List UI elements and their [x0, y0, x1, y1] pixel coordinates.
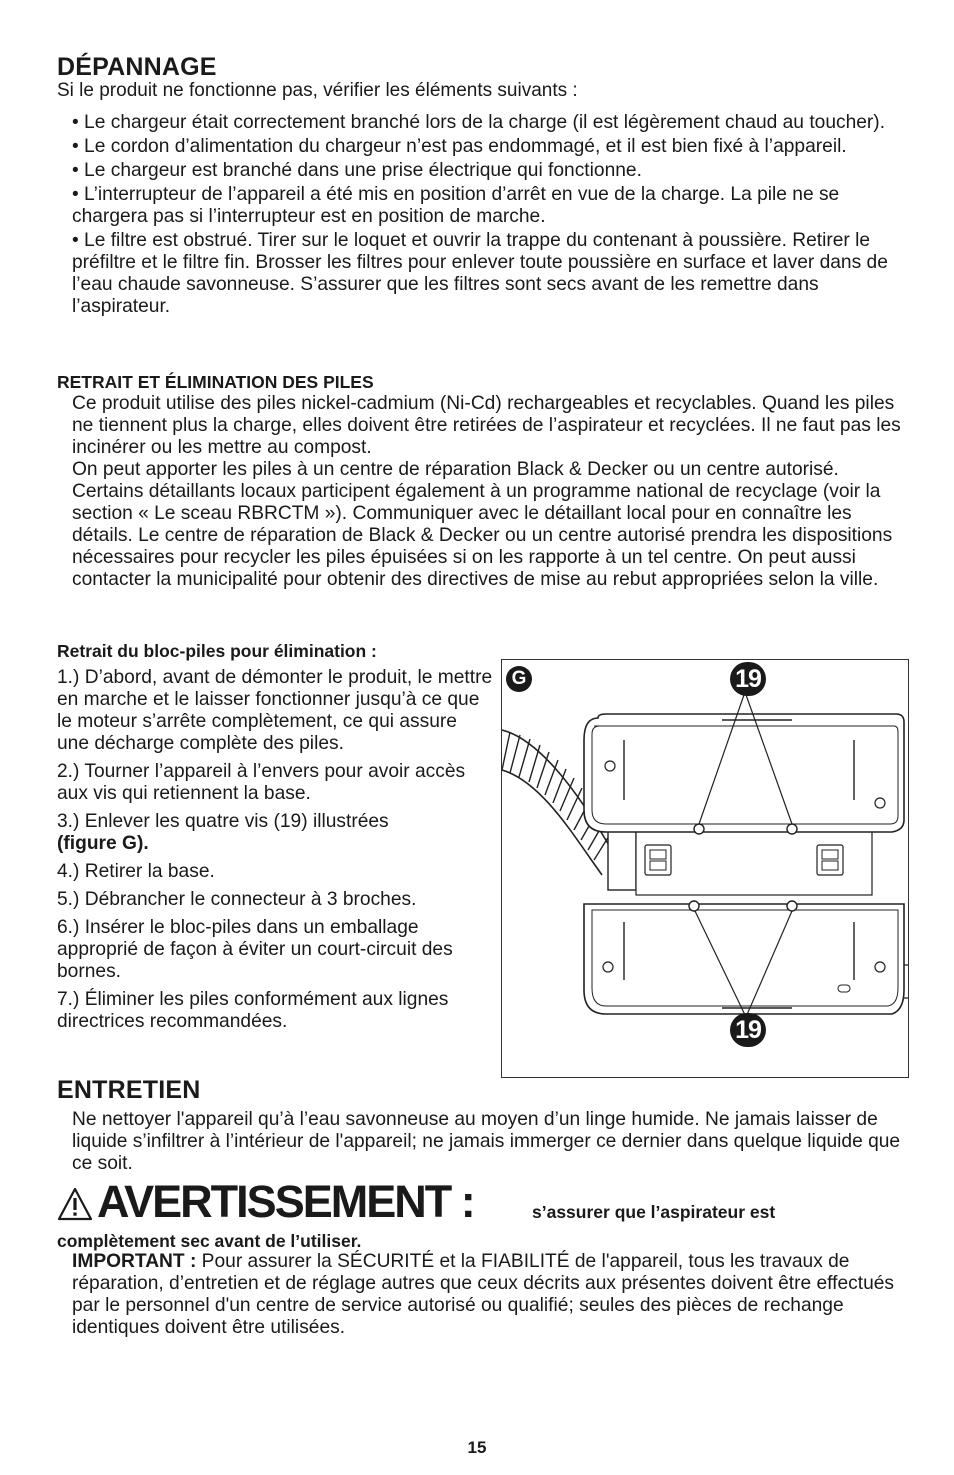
section-title-depannage: DÉPANNAGE [57, 53, 217, 81]
section-title-retrait: RETRAIT ET ÉLIMINATION DES PILES [57, 372, 374, 392]
figure-label-g: G [506, 666, 532, 692]
bullet-item: • Le filtre est obstrué. Tirer sur le loquet et ouvrir la trappe du contenant à poussière. Retirer le préfiltre et le filtre fin. Brosser les filtres pour enlever toute poussière en surface et laver dans de l’eau chaude savonneuse. S’assurer que les filtres sont secs avant de les remettre dans l’aspirateur. [72, 230, 888, 317]
bloc-steps-list [57, 667, 493, 1039]
section-title-entretien: ENTRETIEN [57, 1076, 201, 1104]
warning-subtitle-line1: s’assurer que l’aspirateur est [532, 1202, 776, 1222]
lower-housing [584, 904, 904, 1014]
upper-housing [584, 714, 904, 832]
warning-subtitle-line2: complètement sec avant de l’utiliser. [57, 1231, 362, 1251]
retrait-text [72, 393, 912, 591]
subsection-title-bloc: Retrait du bloc-piles pour élimination : [57, 641, 377, 661]
step-3-text: 3.) Enlever les quatre vis (19) illustrées [57, 811, 389, 832]
hose-coupler [608, 830, 636, 890]
depannage-intro: Si le produit ne fonctionne pas, vérifier les éléments suivants : [57, 80, 578, 101]
step-item: 6.) Insérer le bloc-piles dans un emballage approprié de façon à éviter un court-circuit des bornes. [57, 917, 453, 982]
retrait-paragraph-2: On peut apporter les piles à un centre de réparation Black & Decker ou un centre autorisé. Certains détaillants locaux participent également à un programme national de recyclage (voir la section « Le sceau RBRCTM »). Communiquer avec le détaillant local pour en connaître les détails. Le centre de réparation de Black & Decker ou un centre autorisé prendra les dispositions nécessaires pour recycler les piles épuisées si on les rapporte à un tel centre. On peut aussi contacter la municipalité pour obtenir des directives de mise au rebut appropriées selon la ville. [72, 459, 893, 590]
entretien-body: Ne nettoyer l'appareil qu’à l’eau savonneuse au moyen d’un linge humide. Ne jamais laisser de liquide s’infiltrer à l’intérieur de l'appareil; ne jamais immerger ce dernier dans quelque liquide que ce soit. [72, 1109, 901, 1174]
important-note [72, 1251, 902, 1339]
bullet-item: • Le cordon d’alimentation du chargeur n’est pas endommagé, et il est bien fixé à l’appareil. [72, 136, 847, 157]
retrait-paragraph-1: Ce produit utilise des piles nickel-cadmium (Ni-Cd) rechargeables et recyclables. Quand les piles ne tiennent plus la charge, elles doivent être retirées de l’aspirateur et recyclées. Il ne faut pas les incinérer ou les mettre au compost. [72, 393, 901, 458]
step-item: 7.) Éliminer les piles conformément aux lignes directrices recommandées. [57, 989, 449, 1032]
warning-title: AVERTISSEMENT : [97, 1176, 474, 1227]
warning-triangle-icon [57, 1187, 93, 1221]
important-label: IMPORTANT : [72, 1251, 197, 1272]
bullet-item: • Le chargeur était correctement branché lors de la charge (il est légèrement chaud au toucher). [72, 112, 886, 133]
step-3-figure-ref: (figure G). [57, 833, 149, 854]
depannage-bullet-list [72, 112, 902, 320]
step-item [57, 811, 493, 855]
warning-header [57, 1177, 937, 1231]
page-number: 15 [467, 1438, 487, 1457]
bullet-item: • L’interrupteur de l’appareil a été mis en position d’arrêt en vue de la charge. La pile ne se chargera pas si l’interrupteur est en position de marche. [72, 184, 840, 227]
figure-g [501, 659, 909, 1078]
bullet-item: • Le chargeur est branché dans une prise électrique qui fonctionne. [72, 160, 642, 181]
important-text: Pour assurer la SÉCURITÉ et la FIABILITÉ de l'appareil, tous les travaux de réparation, d’entretien et de réglage autres que ceux décrits aux présentes doivent être effectués par le personnel d'un centre de service autorisé ou qualifié; seules des pièces de rechange identiques doivent être utilisées. [72, 1251, 895, 1338]
step-item: 5.) Débrancher le connecteur à 3 broches. [57, 889, 417, 910]
step-item: 2.) Tourner l’appareil à l’envers pour avoir accès aux vis qui retiennent la base. [57, 761, 466, 804]
step-item: 1.) D’abord, avant de démonter le produit, le mettre en marche et le laisser fonctionner jusqu’à ce que le moteur s’arrête complètement, ce qui assure une décharge complète des piles. [57, 667, 493, 754]
step-item: 4.) Retirer la base. [57, 861, 215, 882]
vacuum-base-illustration [502, 660, 908, 1077]
callout-19-bottom: 19 [730, 1013, 766, 1047]
callout-19-top: 19 [730, 662, 766, 696]
